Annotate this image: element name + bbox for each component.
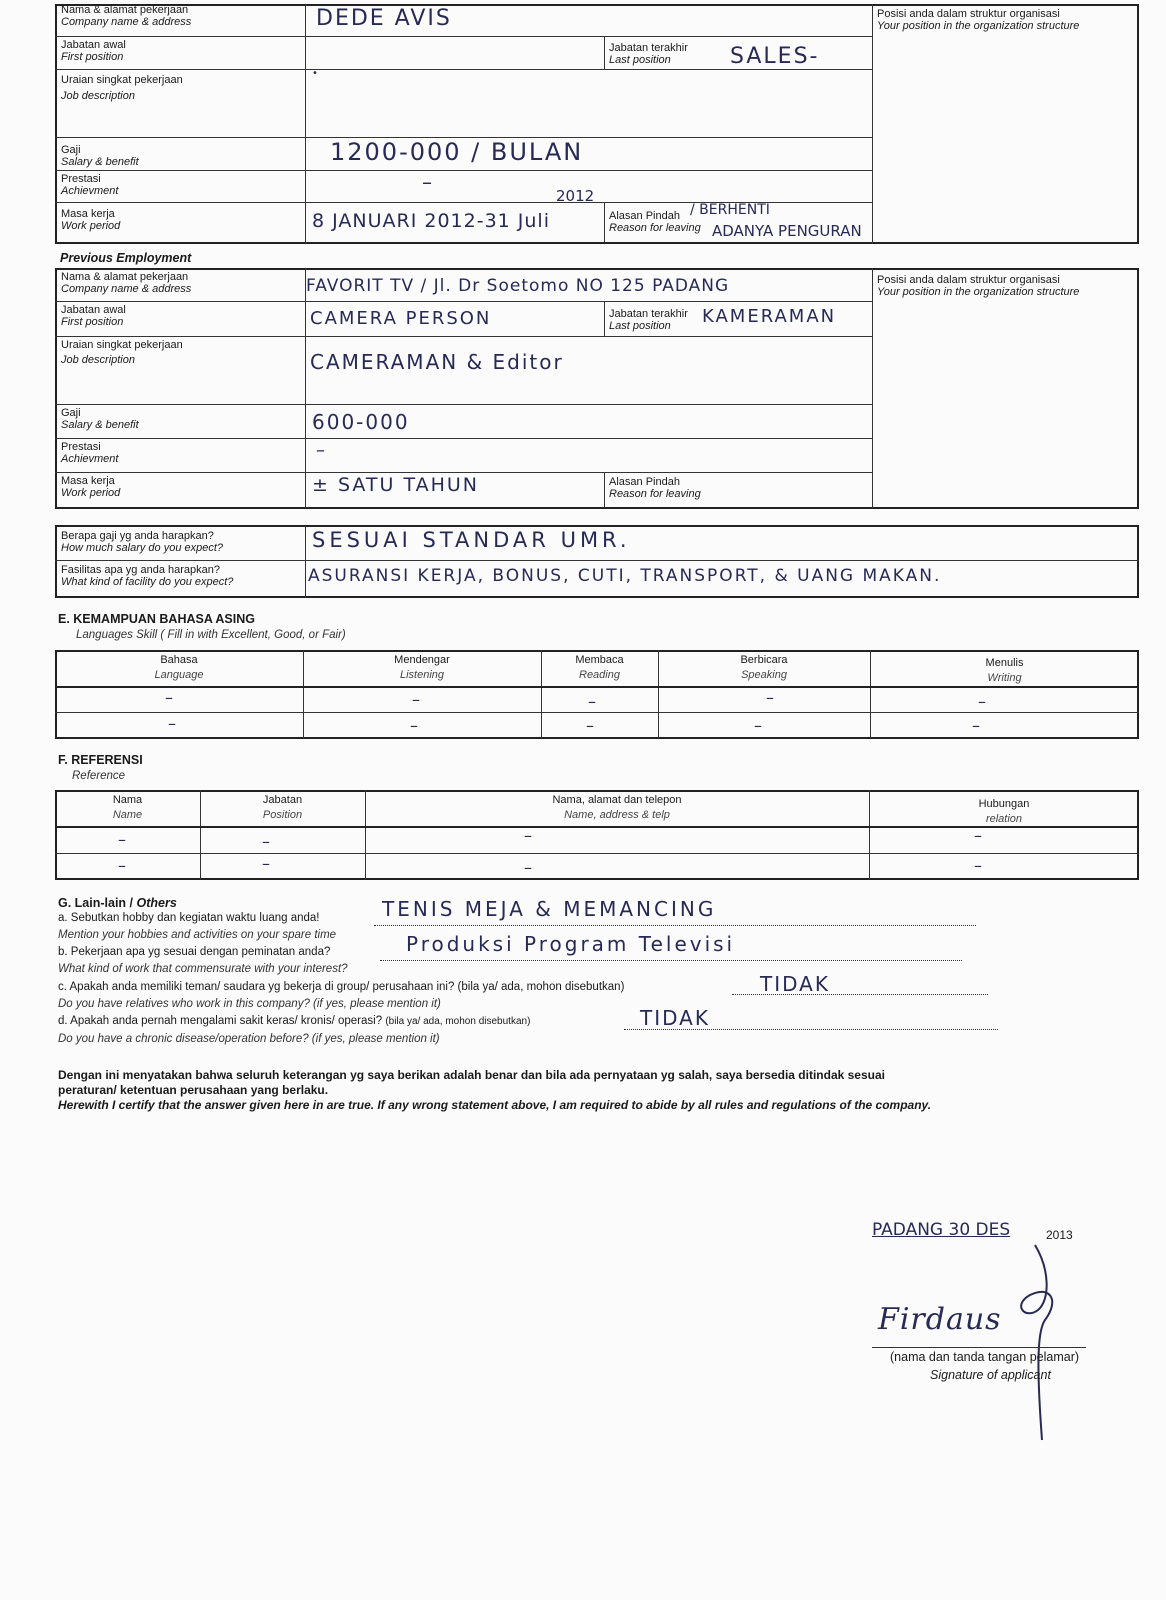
- reference-section-subtitle: Reference: [72, 770, 126, 782]
- job2-first-pos-value: CAMERA PERSON: [310, 308, 492, 329]
- job1-last-pos-value: SALES-: [730, 44, 820, 69]
- job1-period-year: 2012: [556, 187, 595, 205]
- job1-table: [55, 4, 1139, 244]
- language-row2-writing: –: [972, 716, 980, 735]
- question-a: a. Sebutkan hobby dan kegiatan waktu luang anda!: [58, 912, 320, 924]
- question-c: c. Apakah anda memiliki teman/ saudara yg bekerja di group/ perusahaan ini? (bila ya/ ada, mohon disebutkan): [58, 981, 625, 993]
- job1-org-label: Posisi anda dalam struktur organisasi Your position in the organization structure: [877, 8, 1080, 32]
- language-row2-listening: –: [410, 716, 418, 735]
- question-b: b. Pekerjaan apa yg sesuai dengan peminatan anda?: [58, 946, 331, 958]
- job1-desc-value: •: [312, 68, 320, 79]
- declaration: [58, 1068, 1138, 1113]
- job2-company-value: FAVORIT TV / Jl. Dr Soetomo NO 125 PADANG: [306, 276, 730, 296]
- reference-row1-contact: –: [524, 826, 532, 845]
- answer-a: TENIS MEJA & MEMANCING: [382, 897, 717, 921]
- language-section-subtitle: Languages Skill ( Fill in with Excellent, Good, or Fair): [76, 629, 346, 641]
- answer-d: TIDAK: [640, 1006, 710, 1030]
- job2-last-pos-label: Jabatan terakhir Last position: [609, 308, 688, 332]
- signature-place-date: PADANG 30 DES: [872, 1220, 1011, 1240]
- question-a-en: Mention your hobbies and activities on your spare time: [58, 929, 337, 941]
- reference-row1-position: –: [262, 832, 270, 851]
- job2-salary-label: Gaji Salary & benefit: [61, 407, 139, 431]
- job2-period-value: ± SATU TAHUN: [312, 474, 479, 496]
- job2-salary-value: 600-000: [312, 410, 410, 434]
- answer-c: TIDAK: [760, 972, 830, 996]
- expected-facility-label: Fasilitas apa yg anda harapkan? What kind of facility do you expect?: [61, 564, 234, 588]
- reference-row1-relation: –: [974, 826, 982, 845]
- job1-reason-value-2: ADANYA PENGURAN: [712, 222, 862, 240]
- job2-desc-label: Uraian singkat pekerjaan Job description: [61, 339, 183, 366]
- job2-period-label: Masa kerja Work period: [61, 475, 121, 499]
- previous-employment-title: Previous Employment: [60, 251, 192, 265]
- declaration-en: Herewith I certify that the answer given here in are true. If any wrong statement above, I am required to abide by all rules and regulations of the company.: [58, 1098, 932, 1112]
- question-c-en: Do you have relatives who work in this company? (if yes, please mention it): [58, 998, 441, 1010]
- job1-reason-label: Alasan Pindah Reason for leaving: [609, 210, 701, 234]
- job2-reason-label: Alasan Pindah Reason for leaving: [609, 476, 701, 500]
- job1-salary-value: 1200-000 / BULAN: [330, 138, 584, 166]
- language-header-listening: Mendengar Listening: [394, 654, 450, 681]
- job2-last-pos-value: KAMERAMAN: [702, 306, 837, 327]
- language-row2-speaking: –: [754, 716, 762, 735]
- language-row1-reading: –: [588, 692, 596, 711]
- language-header-language: Bahasa Language: [154, 654, 204, 681]
- reference-header-relation: Hubungan relation: [978, 798, 1030, 825]
- language-row1-language: –: [165, 688, 173, 707]
- answer-b: Produksi Program Televisi: [406, 932, 736, 956]
- signature-year: 2013: [1046, 1228, 1073, 1242]
- language-header-speaking: Berbicara Speaking: [740, 654, 788, 681]
- signature-name: Firdaus: [878, 1302, 1002, 1337]
- question-b-en: What kind of work that commensurate with your interest?: [58, 963, 348, 975]
- job1-period-label: Masa kerja Work period: [61, 208, 121, 232]
- language-row2-language: –: [168, 714, 176, 733]
- language-row1-speaking: –: [766, 688, 774, 707]
- language-header-reading: Membaca Reading: [575, 654, 624, 681]
- job1-period-value: 8 JANUARI 2012-31 Juli: [312, 210, 550, 232]
- job2-desc-value: CAMERAMAN & Editor: [310, 350, 564, 374]
- language-row2-reading: –: [586, 716, 594, 735]
- job2-first-pos-label: Jabatan awal First position: [61, 304, 126, 328]
- reference-row2-contact: –: [524, 858, 532, 877]
- job1-desc-label: Uraian singkat pekerjaan Job description: [61, 74, 183, 102]
- language-row1-writing: –: [978, 692, 986, 711]
- signature-caption-en: Signature of applicant: [930, 1368, 1051, 1382]
- job2-org-label: Posisi anda dalam struktur organisasi Your position in the organization structure: [877, 274, 1080, 298]
- reference-row2-relation: –: [974, 856, 982, 875]
- question-d-en: Do you have a chronic disease/operation before? (if yes, please mention it): [58, 1033, 440, 1045]
- expected-salary-label: Berapa gaji yg anda harapkan? How much salary do you expect?: [61, 530, 224, 554]
- language-row1-listening: –: [412, 690, 420, 709]
- declaration-id-line1: Dengan ini menyatakan bahwa seluruh keterangan yg saya berikan adalah benar dan bila ada pernyataan yg salah, saya bersedia ditindak sesuai: [58, 1068, 885, 1082]
- job1-achieve-value: –: [422, 170, 434, 194]
- reference-row2-position: –: [262, 854, 270, 873]
- language-section-title: E. KEMAMPUAN BAHASA ASING: [58, 612, 255, 626]
- reference-header-contact: Nama, alamat dan telepon Name, address & telp: [552, 794, 682, 821]
- declaration-id-line2: peraturan/ ketentuan perusahaan yang berlaku.: [58, 1083, 329, 1097]
- job1-first-pos-label: Jabatan awal First position: [61, 39, 126, 63]
- language-header-writing: Menulis Writing: [985, 657, 1024, 684]
- job1-salary-label: Gaji Salary & benefit: [61, 144, 139, 168]
- job1-reason-value-1: / BERHENTI: [690, 202, 770, 218]
- reference-header-name: Nama Name: [112, 794, 143, 821]
- reference-header-position: Jabatan Position: [262, 794, 303, 821]
- job1-last-pos-label: Jabatan terakhir Last position: [609, 42, 688, 66]
- job2-achieve-value: –: [316, 440, 327, 461]
- job1-achieve-label: Prestasi Achievment: [61, 173, 119, 197]
- job2-achieve-label: Prestasi Achievment: [61, 441, 119, 465]
- reference-row2-name: –: [118, 856, 126, 875]
- expected-salary-value: SESUAI STANDAR UMR.: [312, 528, 631, 552]
- job1-company-value: DEDE AVIS: [316, 6, 452, 31]
- job1-company-label: Nama & alamat pekerjaan Company name & address: [61, 4, 192, 28]
- expected-facility-value: ASURANSI KERJA, BONUS, CUTI, TRANSPORT, & UANG MAKAN.: [308, 566, 942, 586]
- others-section-title: G. Lain-lain / Others: [58, 896, 177, 910]
- reference-section-title: F. REFERENSI: [58, 753, 143, 767]
- question-d: d. Apakah anda pernah mengalami sakit keras/ kronis/ operasi? (bila ya/ ada, mohon disebutkan): [58, 1015, 531, 1027]
- signature-caption: (nama dan tanda tangan pelamar): [890, 1350, 1080, 1364]
- reference-row1-name: –: [118, 830, 126, 849]
- job2-company-label: Nama & alamat pekerjaan Company name & address: [61, 271, 192, 295]
